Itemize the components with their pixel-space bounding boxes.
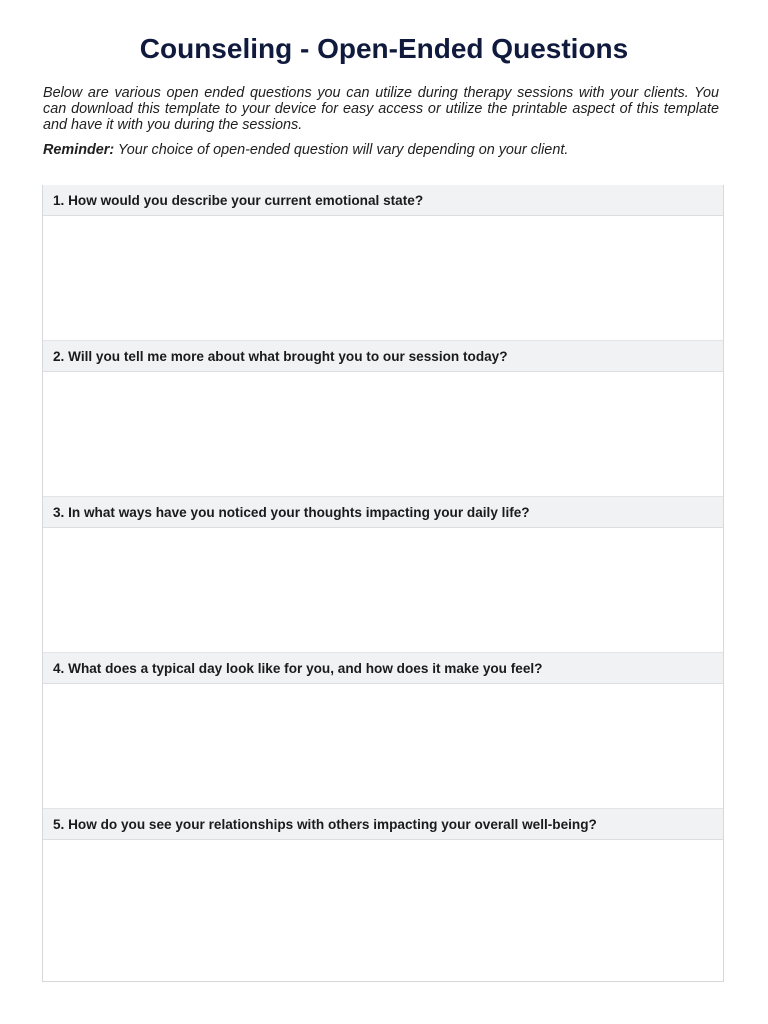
intro-paragraph: Below are various open ended questions you can utilize during therapy sessions with your clients. You can download this template to your device for easy access or utilize the printable aspect of this template and have it with you during the sessions. (43, 85, 719, 133)
question-block-3 (43, 497, 723, 653)
question-label-3: 3. In what ways have you noticed your thoughts impacting your daily life? (43, 497, 723, 528)
answer-field-2[interactable] (43, 372, 723, 497)
question-block-1 (43, 185, 723, 341)
question-block-2 (43, 341, 723, 497)
reminder-label: Reminder: (43, 142, 115, 158)
question-label-5: 5. How do you see your relationships with others impacting your overall well-being? (43, 809, 723, 840)
answer-field-3[interactable] (43, 528, 723, 653)
question-label-4: 4. What does a typical day look like for you, and how does it make you feel? (43, 653, 723, 684)
reminder-note (43, 142, 719, 159)
questions-table (42, 185, 724, 982)
answer-field-1[interactable] (43, 216, 723, 341)
question-label-2: 2. Will you tell me more about what brought you to our session today? (43, 341, 723, 372)
answer-field-5[interactable] (43, 840, 723, 981)
question-block-4 (43, 653, 723, 809)
page-title: Counseling - Open-Ended Questions (139, 33, 629, 64)
reminder-text: Your choice of open-ended question will vary depending on your client. (114, 142, 569, 158)
question-label-1: 1. How would you describe your current emotional state? (43, 185, 723, 216)
answer-field-4[interactable] (43, 684, 723, 809)
question-block-5 (43, 809, 723, 981)
